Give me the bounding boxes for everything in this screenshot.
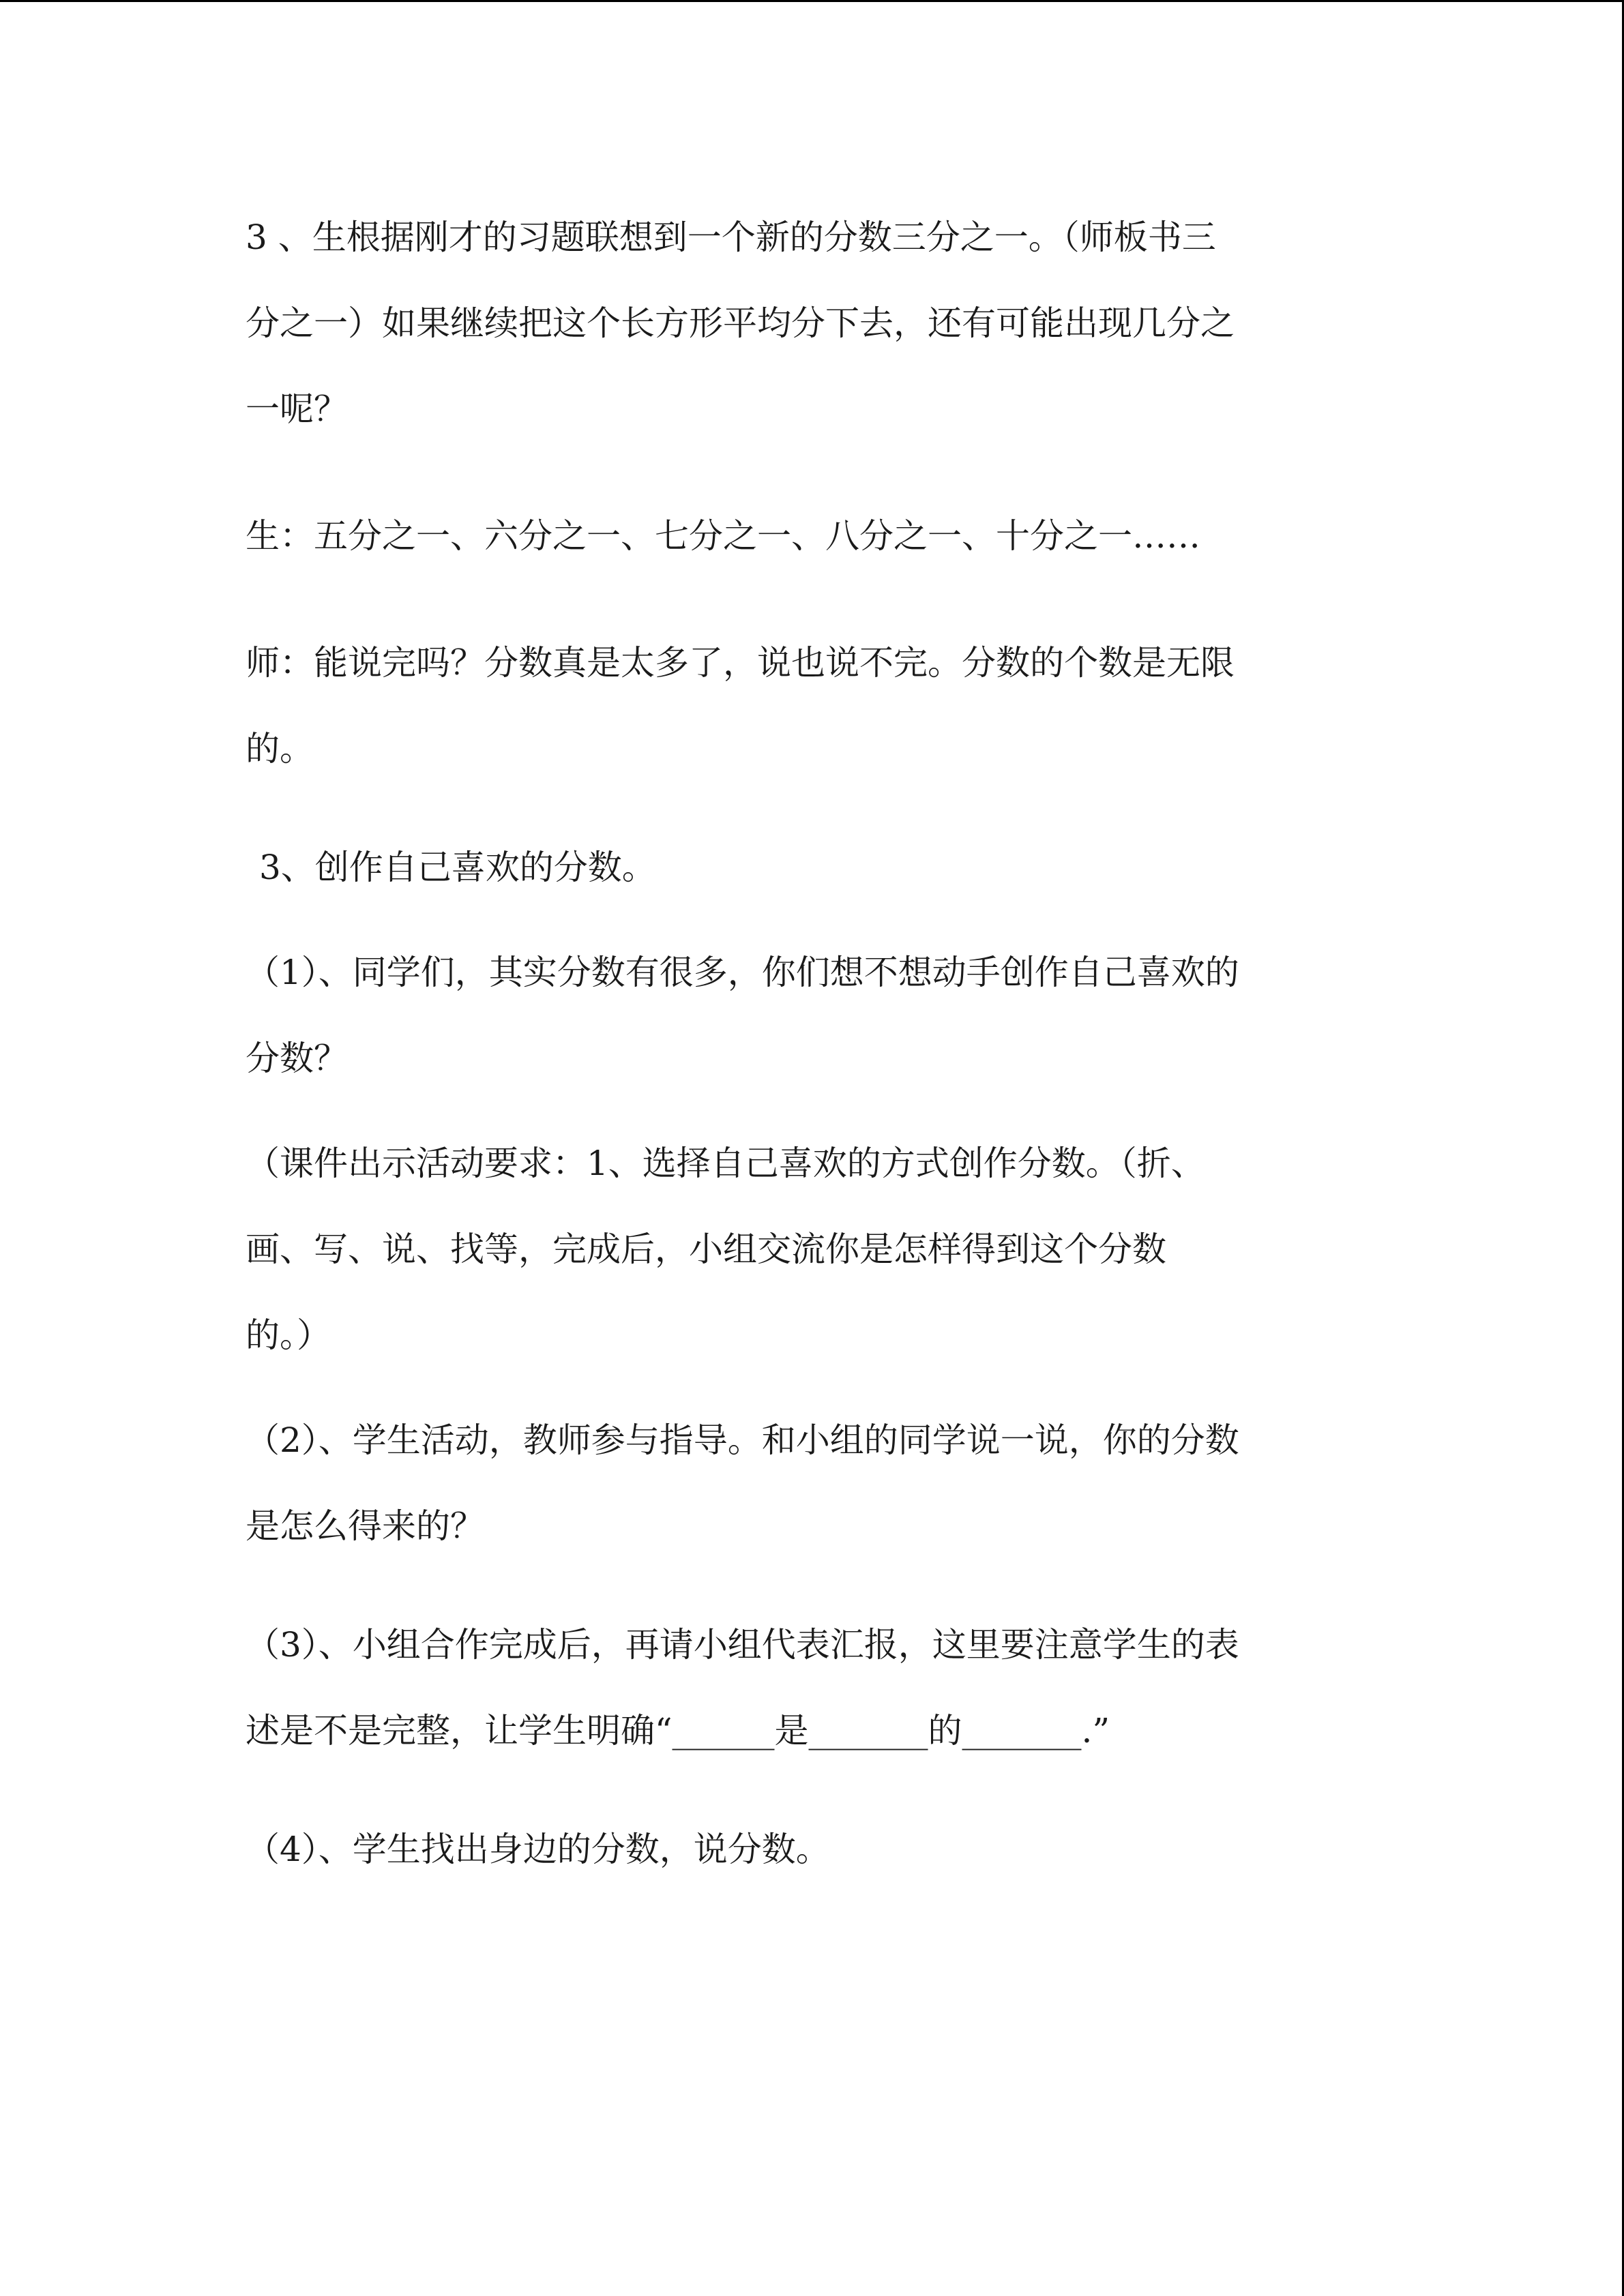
text-line: 3、创作自己喜欢的分数。 — [259, 848, 656, 887]
text-line: 的。） — [246, 1315, 331, 1355]
text-line: 是怎么得来的？ — [246, 1506, 484, 1546]
text-line: 3 、生根据刚才的习题联想到一个新的分数三分之一。（师板书三 — [246, 218, 1216, 257]
text-line: 生：五分之一、六分之一、七分之一、八分之一、十分之一…… — [246, 516, 1200, 556]
paragraph-student-answer — [246, 493, 1378, 579]
text-line: 分之一）如果继续把这个长方形平均分下去，还有可能出现几分之 — [246, 303, 1235, 343]
text-line: （4）、学生找出身边的分数，说分数。 — [246, 1830, 830, 1869]
section-heading-create-fraction — [246, 824, 1378, 910]
document-page — [246, 194, 1378, 1892]
text-line: 画、写、说、找等，完成后，小组交流你是怎样得到这个分数 — [246, 1229, 1166, 1269]
paragraph-step-4 — [246, 1806, 1378, 1892]
text-line: 师：能说完吗？分数真是太多了，说也说不完。分数的个数是无限 — [246, 643, 1235, 683]
paragraph-step-1 — [246, 929, 1378, 1101]
text-line: 的。 — [246, 729, 314, 769]
paragraph-teacher-remark — [246, 620, 1378, 792]
text-line: 述是不是完整，让学生明确“______是_______的_______.” — [246, 1711, 1110, 1750]
text-line: （3）、小组合作完成后，再请小组代表汇报，这里要注意学生的表 — [246, 1625, 1239, 1665]
paragraph-activity-requirements — [246, 1120, 1378, 1378]
text-line: 一呢？ — [246, 389, 348, 429]
text-line: 分数？ — [246, 1039, 348, 1078]
text-line: （课件出示活动要求：1、选择自己喜欢的方式创作分数。（折、 — [246, 1144, 1205, 1183]
paragraph-step-2 — [246, 1397, 1378, 1569]
paragraph-step-3 — [246, 1602, 1378, 1774]
page-top-border — [0, 0, 1624, 2]
text-line: （1）、同学们，其实分数有很多，你们想不想动手创作自己喜欢的 — [246, 953, 1239, 992]
text-line: （2）、学生活动，教师参与指导。和小组的同学说一说，你的分数 — [246, 1420, 1239, 1460]
paragraph-association-thirds — [246, 194, 1378, 452]
